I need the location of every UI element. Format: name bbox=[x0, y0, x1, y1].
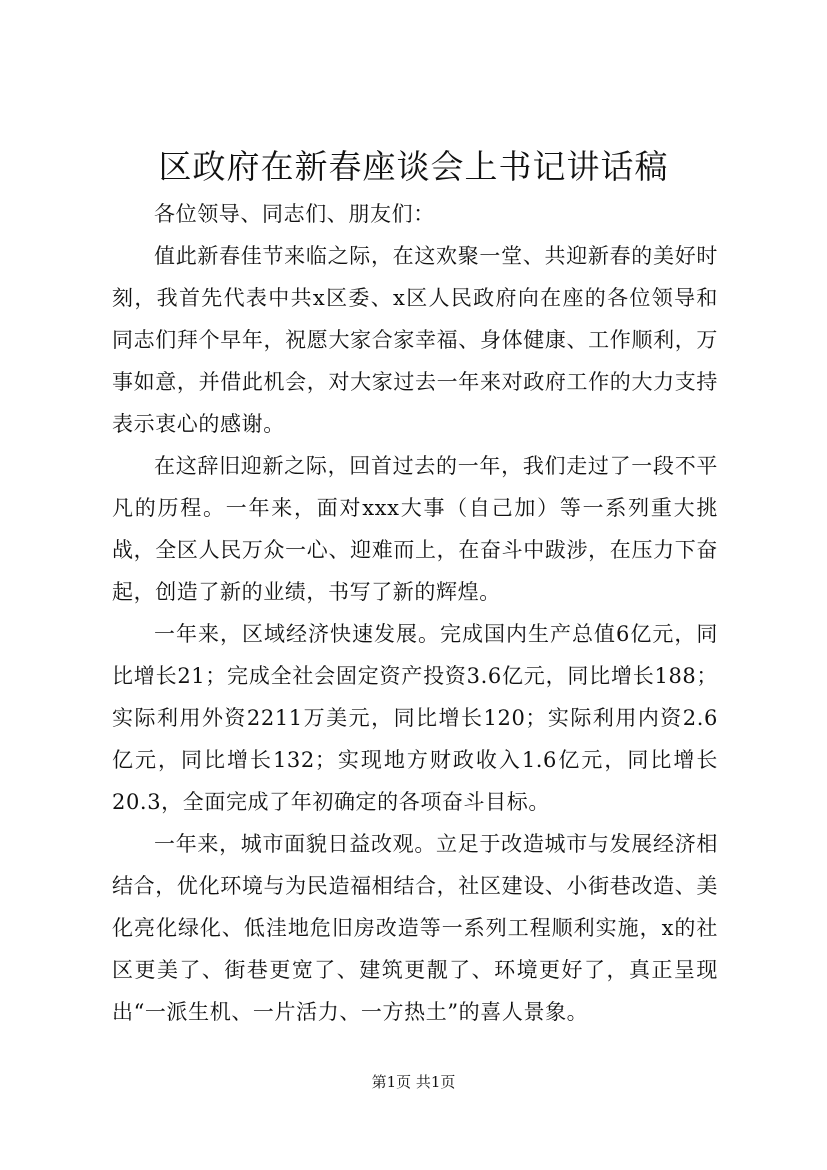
review-paragraph: 在这辞旧迎新之际，回首过去的一年，我们走过了一段不平凡的历程。一年来，面对xxx大事（自己加）等一系列重大挑战，全区人民万众一心、迎难而上，在奋斗中跋涉，在压力下奋起，创造了新的业绩，书写了新的辉煌。 bbox=[112, 454, 718, 604]
page-footer: 第1页 共1页 bbox=[371, 1073, 456, 1091]
salutation-paragraph: 各位领导、同志们、朋友们： bbox=[154, 202, 435, 226]
city-appearance-paragraph: 一年来，城市面貌日益改观。立足于改造城市与发展经济相结合，优化环境与为民造福相结合，社区建设、小街巷改造、美化亮化绿化、低洼地危旧房改造等一系列工程顺利实施，x的社区更美了、街巷更宽了、建筑更靓了、环境更好了，真正呈现出“一派生机、一片活力、一方热土”的喜人景象。 bbox=[112, 832, 718, 1024]
economy-paragraph: 一年来，区域经济快速发展。完成国内生产总值6亿元，同比增长21；完成全社会固定资产投资3.6亿元，同比增长188；实际利用外资2211万美元，同比增长120；实际利用内资2.6亿元，同比增长132；实现地方财政收入1.6亿元，同比增长20.3，全面完成了年初确定的各项奋斗目标。 bbox=[112, 622, 718, 814]
page-title: 区政府在新春座谈会上书记讲话稿 bbox=[158, 147, 669, 186]
document-body bbox=[112, 193, 718, 1033]
greeting-paragraph: 值此新春佳节来临之际，在这欢聚一堂、共迎新春的美好时刻，我首先代表中共x区委、x区人民政府向在座的各位领导和同志们拜个早年，祝愿大家合家幸福、身体健康、工作顺利，万事如意，并借此机会，对大家过去一年来对政府工作的大力支持表示衷心的感谢。 bbox=[112, 244, 718, 436]
